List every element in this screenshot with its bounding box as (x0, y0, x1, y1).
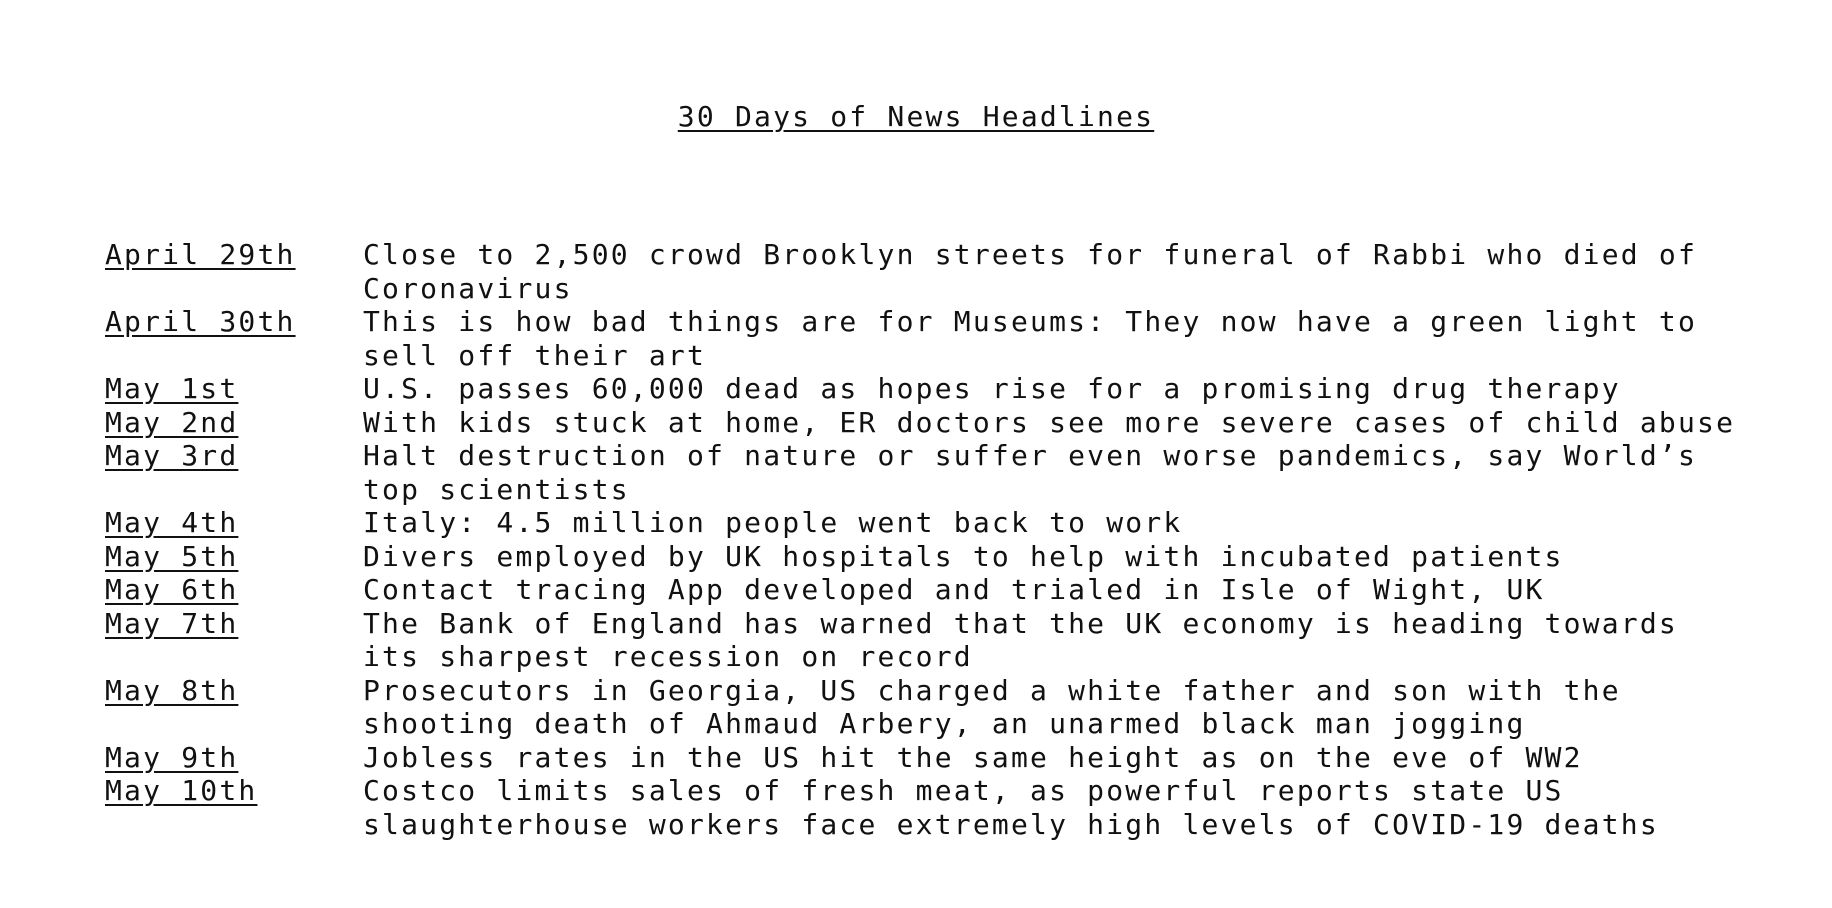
entry-date: May 4th (105, 506, 239, 539)
headline-entry (105, 372, 1745, 406)
entry-headline: This is how bad things are for Museums: They now have a green light to sell off their art (363, 305, 1698, 372)
entry-headline: Jobless rates in the US hit the same height as on the eve of WW2 (363, 740, 1583, 774)
entry-headline: Costco limits sales of fresh meat, as powerful reports state US slaughterhouse workers face extremely high levels of COVID-19 deaths (363, 774, 1659, 841)
headline-entry (105, 439, 1745, 506)
headline-entry (105, 607, 1745, 674)
entry-date: May 3rd (105, 439, 239, 472)
entry-date: April 30th (105, 305, 296, 338)
entry-date: May 8th (105, 673, 239, 707)
entry-date: May 6th (105, 573, 239, 606)
headline-entry (105, 741, 1745, 775)
entry-headline: With kids stuck at home, ER doctors see more severe cases of child abuse (363, 405, 1736, 439)
headline-list (105, 238, 1745, 841)
headline-entry (105, 238, 1745, 305)
entry-headline: Contact tracing App developed and trialed in Isle of Wight, UK (363, 573, 1545, 606)
entry-date: May 9th (105, 740, 239, 774)
entry-date: April 29th (105, 238, 296, 271)
entry-headline: The Bank of England has warned that the UK economy is heading towards its sharpest recession on record (363, 606, 1678, 673)
entry-headline: Divers employed by UK hospitals to help with incubated patients (363, 539, 1564, 573)
headline-entry (105, 674, 1745, 741)
entry-headline: Halt destruction of nature or suffer even worse pandemics, say World’s top scientists (363, 439, 1698, 506)
headline-entry (105, 305, 1745, 372)
entry-date: May 10th (105, 774, 258, 807)
document-title: 30 Days of News Headlines (677, 100, 1155, 133)
entry-date: May 2nd (105, 405, 239, 439)
entry-headline: Italy: 4.5 million people went back to work (363, 506, 1183, 539)
entry-headline: U.S. passes 60,000 dead as hopes rise for a promising drug therapy (363, 372, 1621, 405)
entry-date: May 5th (105, 539, 239, 573)
headline-entry (105, 506, 1745, 540)
headline-entry (105, 540, 1745, 574)
headline-entry (105, 406, 1745, 440)
headline-entry (105, 774, 1745, 841)
entry-date: May 1st (105, 372, 239, 405)
headline-entry (105, 573, 1745, 607)
entry-headline: Close to 2,500 crowd Brooklyn streets for funeral of Rabbi who died of Coronavirus (363, 238, 1698, 305)
entry-date: May 7th (105, 606, 239, 640)
entry-headline: Prosecutors in Georgia, US charged a white father and son with the shooting death of Ahmaud Arbery, an unarmed black man jogging (363, 673, 1621, 740)
